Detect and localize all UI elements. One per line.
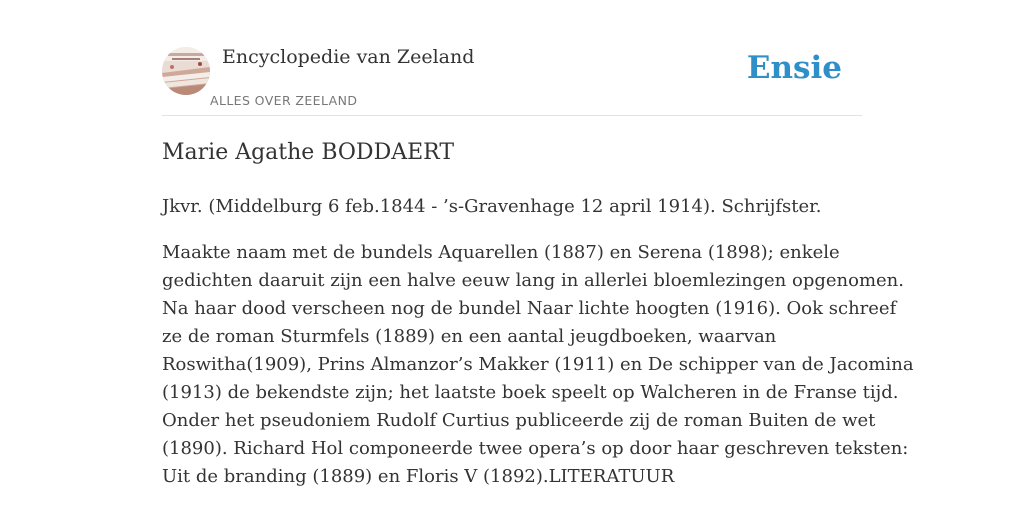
article-intro: Jkvr. (Middelburg 6 feb.1844 - ’s-Gravenhage 12 april 1914). Schrijfster.: [162, 196, 822, 217]
body-line: Na haar dood verscheen nog de bundel Naar lichte hoogten (1916). Ook schreef: [162, 298, 897, 319]
body-line: gedichten daaruit zijn een halve eeuw lang in allerlei bloemlezingen opgenomen.: [162, 270, 904, 291]
body-line: Uit de branding (1889) en Floris V (1892).LITERATUUR: [162, 466, 675, 487]
brand-logo[interactable]: Ensie: [746, 50, 842, 86]
body-line: Maakte naam met de bundels Aquarellen (1887) en Serena (1898); enkele: [162, 242, 840, 263]
site-name[interactable]: Encyclopedie van Zeeland: [222, 46, 475, 68]
body-line: Roswitha(1909), Prins Almanzor’s Makker (1911) en De schipper van de Jacomina: [162, 354, 914, 375]
body-line: (1890). Richard Hol componeerde twee opera’s op door haar geschreven teksten:: [162, 438, 909, 459]
site-tagline: ALLES OVER ZEELAND: [210, 93, 358, 108]
book-photo-icon[interactable]: [162, 47, 210, 95]
body-line: (1913) de bekendste zijn; het laatste boek speelt op Walcheren in de Franse tijd.: [162, 382, 899, 403]
site-header: [162, 44, 862, 116]
body-line: Onder het pseudoniem Rudolf Curtius publiceerde zij de roman Buiten de wet: [162, 410, 876, 431]
body-line: ze de roman Sturmfels (1889) en een aantal jeugdboeken, waarvan: [162, 326, 777, 347]
article-body: [162, 239, 914, 491]
page-title: Marie Agathe BODDAERT: [162, 140, 455, 165]
